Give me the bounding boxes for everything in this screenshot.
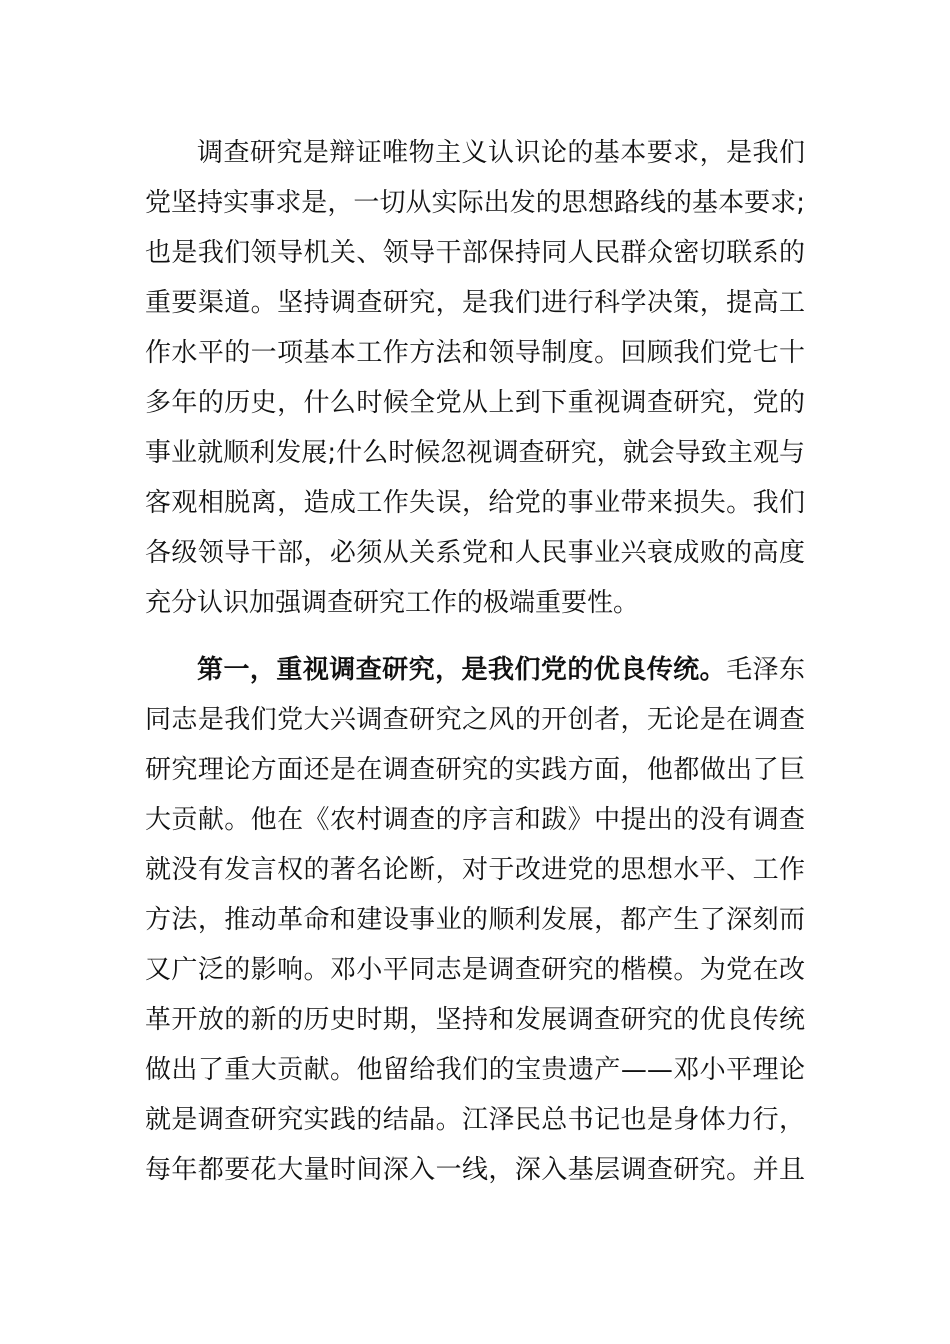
paragraph-line: 作水平的一项基本工作方法和领导制度。回顾我们党七十	[145, 338, 805, 368]
paragraph-line: 每年都要花大量时间深入一线，深入基层调查研究。并且	[145, 1155, 805, 1185]
paragraph-line: 各级领导干部，必须从关系党和人民事业兴衰成败的高度	[145, 538, 805, 568]
paragraph-line: 就是调查研究实践的结晶。江泽民总书记也是身体力行，	[145, 1105, 805, 1135]
paragraph-line: 大贡献。他在《农村调查的序言和跋》中提出的没有调查	[145, 805, 805, 835]
paragraph-line: 客观相脱离，造成工作失误，给党的事业带来损失。我们	[145, 488, 805, 518]
paragraph-line: 又广泛的影响。邓小平同志是调查研究的楷模。为党在改	[145, 955, 805, 985]
paragraph-line: 事业就顺利发展;什么时候忽视调查研究，就会导致主观与	[145, 438, 805, 468]
paragraph-line: 党坚持实事求是，一切从实际出发的思想路线的基本要求;	[145, 188, 805, 218]
paragraph-1	[145, 128, 805, 628]
paragraph-line: 方法，推动革命和建设事业的顺利发展，都产生了深刻而	[145, 905, 805, 935]
paragraph-line: 也是我们领导机关、领导干部保持同人民群众密切联系的	[145, 238, 805, 268]
paragraph-first-line	[145, 645, 805, 695]
paragraph-lead-rest: 毛泽东	[726, 655, 805, 685]
paragraph-line: 做出了重大贡献。他留给我们的宝贵遗产——邓小平理论	[145, 1055, 805, 1085]
paragraph-line: 充分认识加强调查研究工作的极端重要性。	[145, 588, 640, 618]
paragraph-line: 重要渠道。坚持调查研究，是我们进行科学决策，提高工	[145, 288, 805, 318]
paragraph-line: 多年的历史，什么时候全党从上到下重视调查研究，党的	[145, 388, 805, 418]
paragraph-2	[145, 645, 805, 1195]
paragraph-line: 调查研究是辩证唯物主义认识论的基本要求，是我们	[197, 138, 805, 168]
paragraph-line: 研究理论方面还是在调查研究的实践方面，他都做出了巨	[145, 755, 805, 785]
paragraph-line: 就没有发言权的著名论断，对于改进党的思想水平、工作	[145, 855, 805, 885]
paragraph-line: 革开放的新的历史时期，坚持和发展调查研究的优良传统	[145, 1005, 805, 1035]
paragraph-line: 同志是我们党大兴调查研究之风的开创者，无论是在调查	[145, 705, 805, 735]
paragraph-lead-heading: 第一，重视调查研究，是我们党的优良传统。	[197, 655, 727, 685]
